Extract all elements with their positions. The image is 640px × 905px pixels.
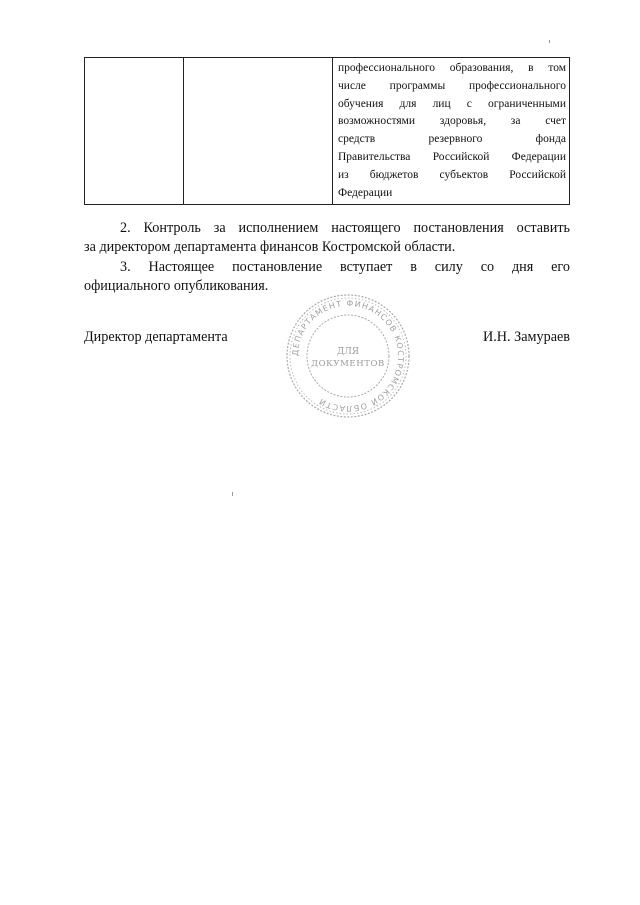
cell-text-line: Федерации [338,186,393,199]
paragraph-3 [84,258,570,296]
cell-text-line: возможностями здоровья, за счет [338,115,566,128]
cell-text-line: средств резервного фонда [338,133,566,146]
table-cell-description [333,58,570,205]
stamp-ring-text: ДЕПАРТАМЕНТ ФИНАНСОВ КОСТРОМСКОЙ ОБЛАСТИ [290,298,406,414]
cell-text-line: профессионального образования, в том [338,62,566,74]
scan-speck [549,40,550,43]
cell-text-line: Правительства Российской Федерации [338,150,566,163]
continuation-table [84,57,570,205]
official-stamp-icon [284,292,412,420]
table-cell-empty-1 [85,58,184,205]
stamp-center-line-1: ДЛЯ [336,347,360,357]
signatory-name: И.Н. Замураев [483,329,570,345]
paragraph-line: за директором департамента финансов Костромской области. [84,239,456,255]
paragraph-2 [84,219,570,257]
cell-text-line: из бюджетов субъектов Российской [338,168,566,181]
cell-text-line: числе программы профессионального [338,79,566,92]
table-cell-empty-2 [184,58,333,205]
paragraph-line: 3. Настоящее постановление вступает в силу со дня его [120,259,570,275]
cell-text-line: обучения для лиц с ограниченными [338,97,566,110]
table-row [85,58,570,205]
paragraph-line: официального опубликования. [84,278,269,294]
stamp-center-line-2: ДОКУМЕНТОВ [311,359,385,369]
signature-title: Директор департамента [84,329,228,345]
paragraph-line: 2. Контроль за исполнением настоящего постановления оставить [120,220,570,236]
scan-speck [232,492,233,496]
